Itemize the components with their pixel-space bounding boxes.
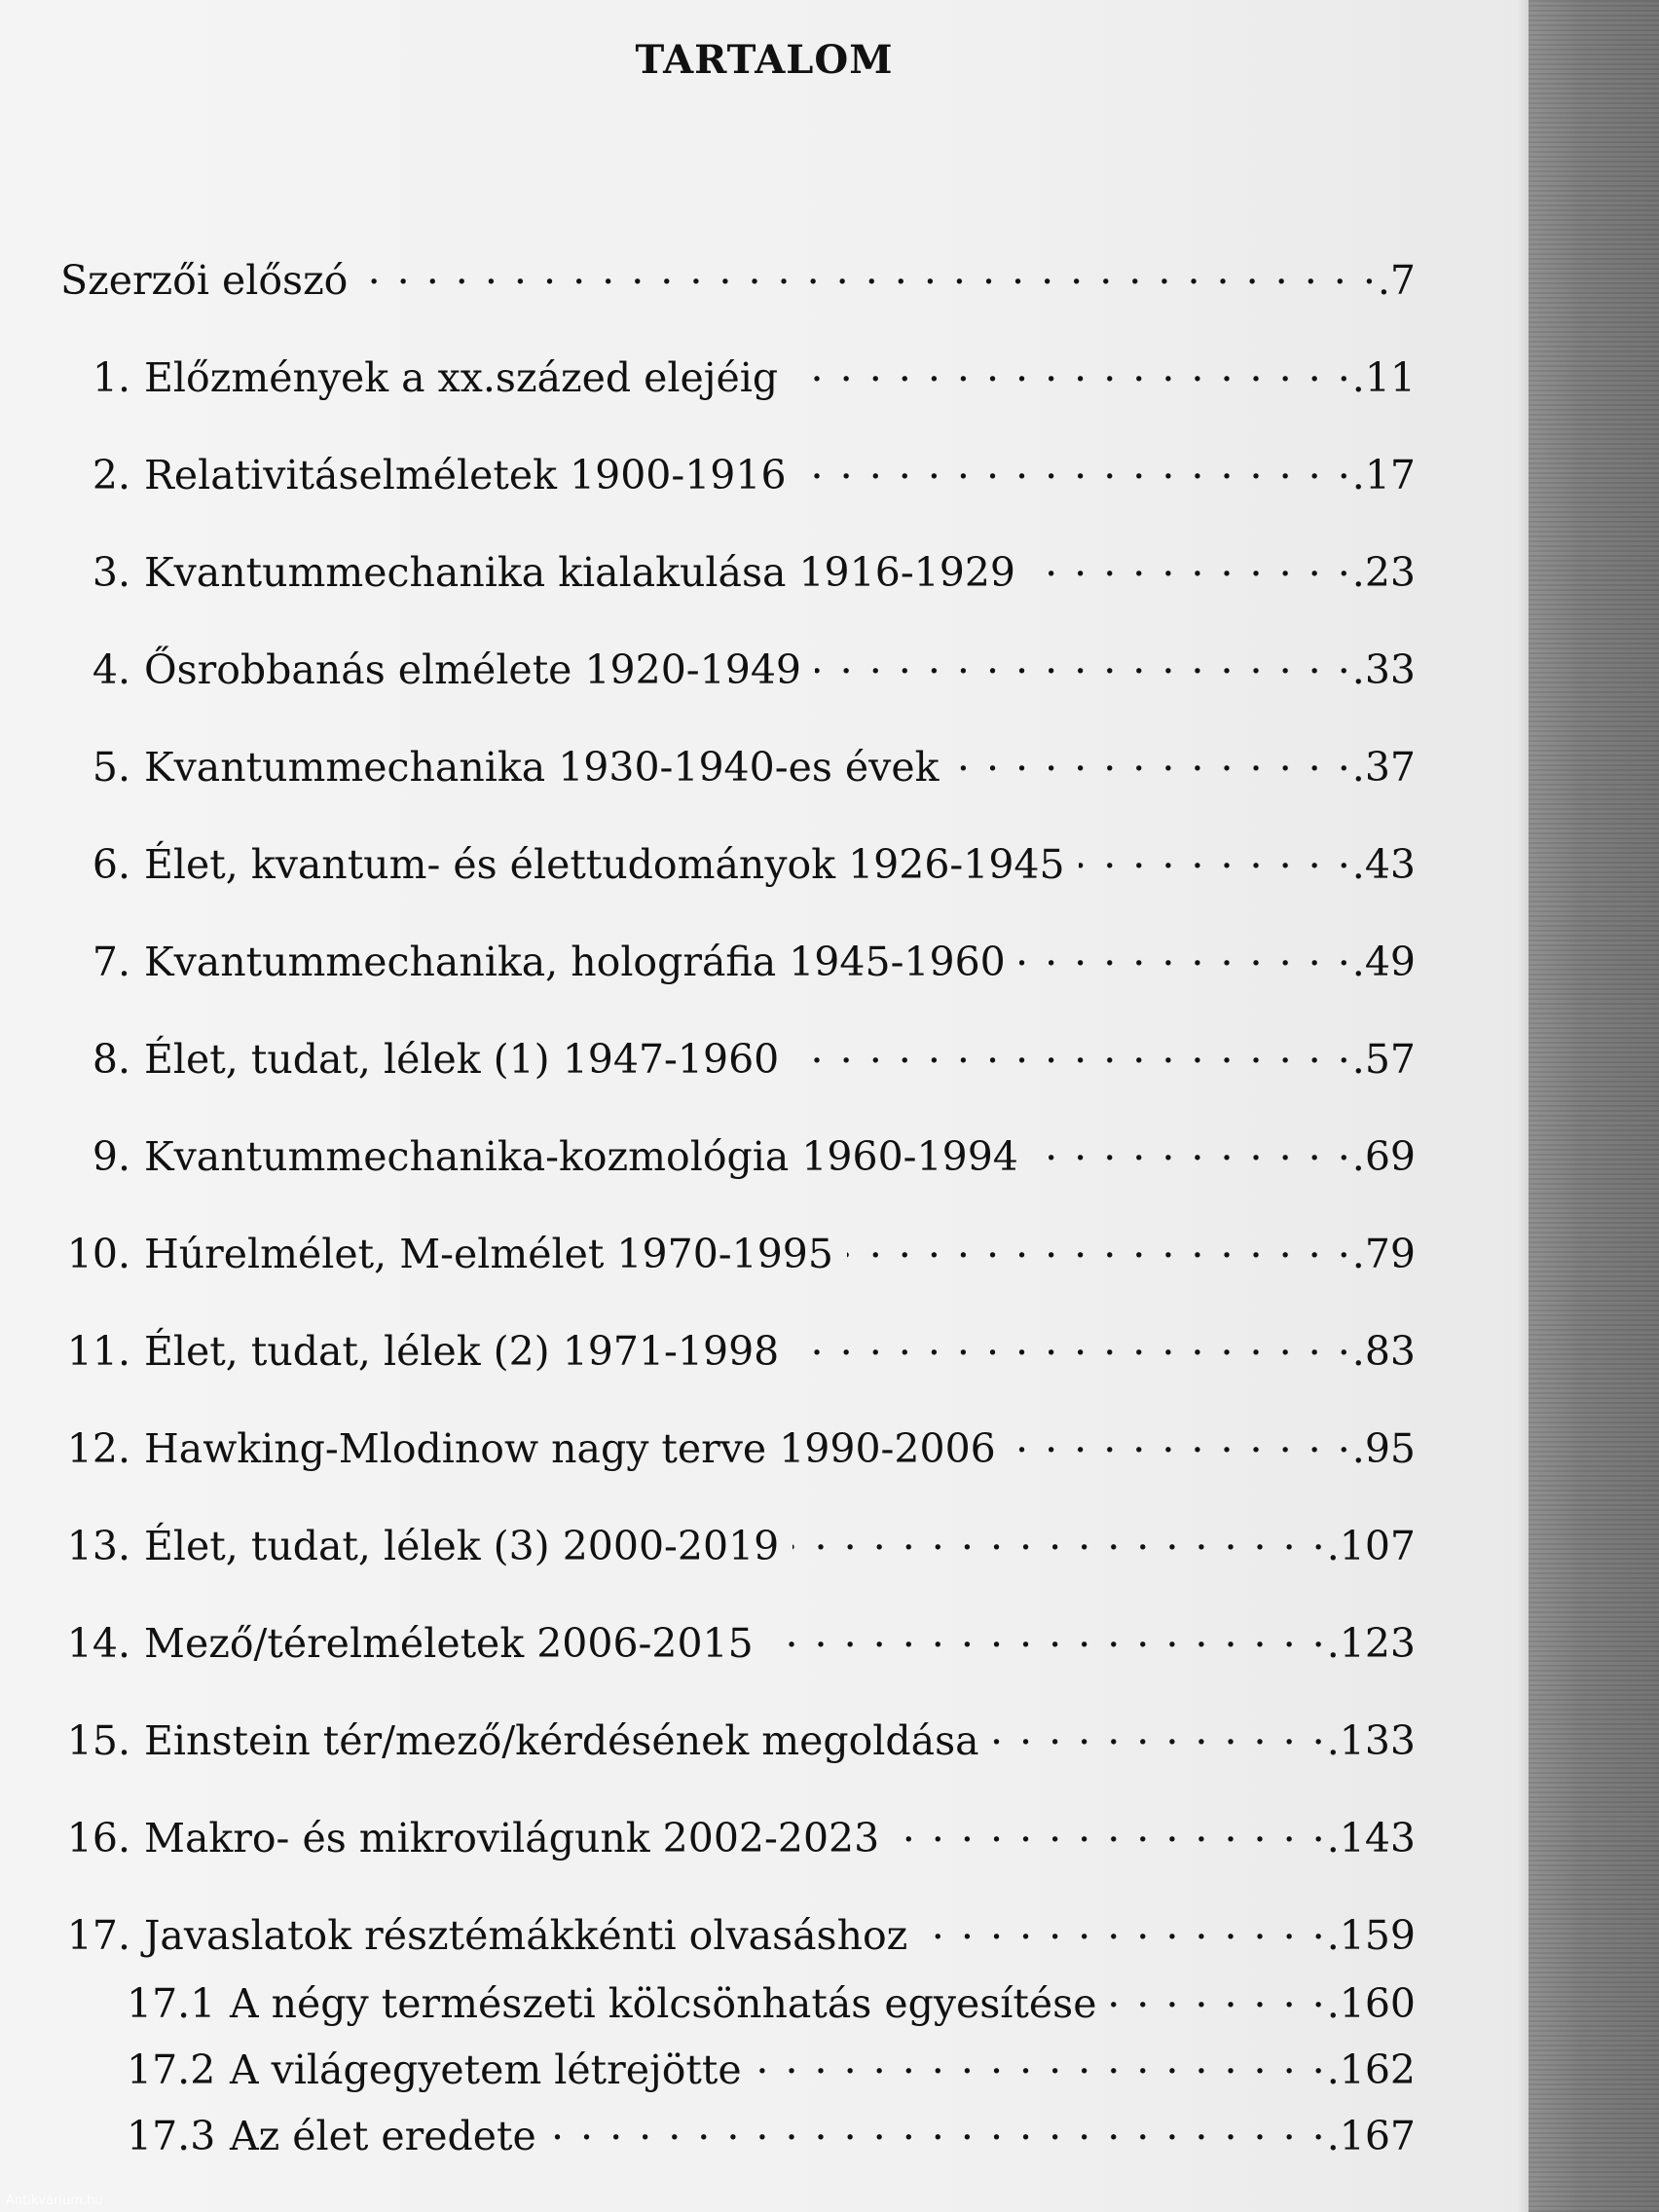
toc-entry <box>60 537 1416 597</box>
toc-entry-page: .159 <box>1326 1912 1416 1959</box>
toc-entry-page: .69 <box>1351 1133 1416 1180</box>
toc-entry <box>60 1122 1416 1181</box>
toc-entry-number: 6. <box>92 841 130 888</box>
toc-leader-dots <box>1079 830 1352 878</box>
toc-subentry-page: .167 <box>1326 2113 1416 2159</box>
toc-entry <box>60 1706 1416 1765</box>
toc-leader-dots <box>893 1803 1327 1852</box>
toc-entry-label: Mező/térelméletek 2006-2015 <box>144 1620 754 1667</box>
toc-entry-page: .83 <box>1351 1328 1416 1375</box>
toc-entry-foreword <box>60 245 1416 305</box>
watermark: Antikvárium.hu <box>6 2194 103 2208</box>
toc-subentry-number: 17.3 <box>127 2113 216 2159</box>
toc-entry <box>60 1803 1416 1862</box>
page-title: TARTALOM <box>635 37 894 83</box>
toc-entry-number: 8. <box>92 1036 130 1083</box>
toc-entry-page: .7 <box>1377 257 1416 304</box>
toc-leader-dots <box>361 245 1378 294</box>
toc-entry-number: 7. <box>92 939 130 985</box>
toc-entry-number: 14. <box>66 1620 130 1667</box>
toc-leader-dots <box>921 1900 1326 1949</box>
toc-leader-dots <box>800 440 1352 489</box>
toc-leader-dots <box>550 2101 1327 2150</box>
toc-leader-dots <box>793 1511 1326 1560</box>
toc-entry <box>60 732 1416 792</box>
toc-entry-number: 15. <box>66 1717 130 1764</box>
toc-entry-label: Kvantummechanika, holográfia 1945-1960 <box>144 939 1006 985</box>
toc-entry <box>60 1414 1416 1473</box>
toc-entry-label: Élet, tudat, lélek (2) 1971-1998 <box>144 1328 780 1375</box>
toc-entry-label: Hawking-Mlodinow nagy terve 1990-2006 <box>144 1425 996 1472</box>
toc-entry-label: Húrelmélet, M-elmélet 1970-1995 <box>144 1231 833 1277</box>
toc-entry-page: .33 <box>1351 646 1416 693</box>
toc-entry-page: .107 <box>1326 1523 1416 1569</box>
toc-leader-dots <box>793 1024 1352 1073</box>
background-surface <box>1529 0 1659 2212</box>
toc-leader-dots <box>815 635 1352 683</box>
toc-entry-number: 4. <box>92 646 130 693</box>
toc-entry-page: .79 <box>1351 1231 1416 1277</box>
toc-entry-number: 9. <box>92 1133 130 1180</box>
toc-leader-dots <box>993 1706 1327 1754</box>
toc-leader-dots <box>793 1316 1352 1365</box>
toc-leader-dots <box>1110 1969 1326 2017</box>
toc-subentry <box>127 2035 1416 2094</box>
toc-subentry-page: .162 <box>1326 2046 1416 2093</box>
toc-subentry <box>127 2101 1416 2160</box>
toc-subentry-label: A világegyetem létrejötte <box>230 2046 742 2093</box>
toc-entry-label: Élet, tudat, lélek (1) 1947-1960 <box>144 1036 780 1083</box>
toc-entry-label: Ősrobbanás elmélete 1920-1949 <box>144 646 801 693</box>
toc-subentry-label: Az élet eredete <box>230 2113 536 2159</box>
toc-leader-dots <box>1029 537 1352 586</box>
toc-entry-page: .23 <box>1351 549 1416 596</box>
toc-entry-page: .17 <box>1351 452 1416 498</box>
toc-entry-label: Szerzői előszó <box>60 257 349 304</box>
toc-entry-page: .123 <box>1326 1620 1416 1667</box>
toc-entry <box>60 1608 1416 1668</box>
toc-subentry <box>127 1969 1416 2028</box>
toc-leader-dots <box>1032 1122 1352 1170</box>
toc-entry-number: 2. <box>92 452 130 498</box>
toc-entry-page: .49 <box>1351 939 1416 985</box>
toc-entry-number: 1. <box>92 354 130 401</box>
toc-entry-label: Élet, kvantum- és élettudományok 1926-1945 <box>144 841 1065 888</box>
toc-entry-number: 16. <box>66 1815 130 1862</box>
toc-entry-number: 10. <box>66 1231 130 1277</box>
toc-entry-label: Javaslatok résztémákkénti olvasáshoz <box>144 1912 908 1959</box>
toc-entry-number: 3. <box>92 549 130 596</box>
toc-entry-label: Makro- és mikrovilágunk 2002-2023 <box>144 1815 880 1862</box>
toc-entry <box>60 1219 1416 1278</box>
toc-entry <box>60 343 1416 402</box>
toc-entry-number: 11. <box>66 1328 130 1375</box>
toc-entry <box>60 927 1416 986</box>
toc-entry-number: 17. <box>66 1912 130 1959</box>
toc-entry <box>60 830 1416 889</box>
toc-entry-page: .43 <box>1351 841 1416 888</box>
toc-leader-dots <box>767 1608 1327 1657</box>
toc-leader-dots <box>1019 927 1352 976</box>
toc-leader-dots <box>792 343 1352 391</box>
toc-entry-number: 5. <box>92 744 130 791</box>
toc-entry-page: .37 <box>1351 744 1416 791</box>
toc-leader-dots <box>756 2035 1327 2083</box>
toc-subentry-number: 17.2 <box>127 2046 216 2093</box>
toc-entry <box>60 1900 1416 1960</box>
toc-entry-label: Kvantummechanika 1930-1940-es évek <box>144 744 940 791</box>
toc-entry-number: 12. <box>66 1425 130 1472</box>
toc-entry <box>60 440 1416 499</box>
toc-entry-page: .57 <box>1351 1036 1416 1083</box>
toc-subentry-number: 17.1 <box>127 1980 216 2027</box>
toc-leader-dots <box>847 1219 1352 1268</box>
toc-entry-label: Élet, tudat, lélek (3) 2000-2019 <box>144 1523 780 1569</box>
toc-entry-label: Relativitáselméletek 1900-1916 <box>144 452 787 498</box>
toc-entry-page: .143 <box>1326 1815 1416 1862</box>
toc-entry-page: .133 <box>1326 1717 1416 1764</box>
toc-entry <box>60 1316 1416 1376</box>
toc-entry <box>60 635 1416 694</box>
toc-subentry-label: A négy természeti kölcsönhatás egyesítése <box>230 1980 1097 2027</box>
toc-subentry-page: .160 <box>1326 1980 1416 2027</box>
toc-leader-dots <box>1010 1414 1352 1462</box>
toc-entry <box>60 1024 1416 1084</box>
toc-entry-page: .95 <box>1351 1425 1416 1472</box>
toc-entry-page: .11 <box>1351 354 1416 401</box>
toc-entry-label: Kvantummechanika-kozmológia 1960-1994 <box>144 1133 1018 1180</box>
toc-entry-label: Kvantummechanika kialakulása 1916-1929 <box>144 549 1016 596</box>
toc-leader-dots <box>952 732 1351 781</box>
toc-entry <box>60 1511 1416 1570</box>
toc-entry-label: Einstein tér/mező/kérdésének megoldása <box>144 1717 979 1764</box>
toc-entry-label: Előzmények a xx.százed elejéig <box>144 354 779 401</box>
toc-entry-number: 13. <box>66 1523 130 1569</box>
